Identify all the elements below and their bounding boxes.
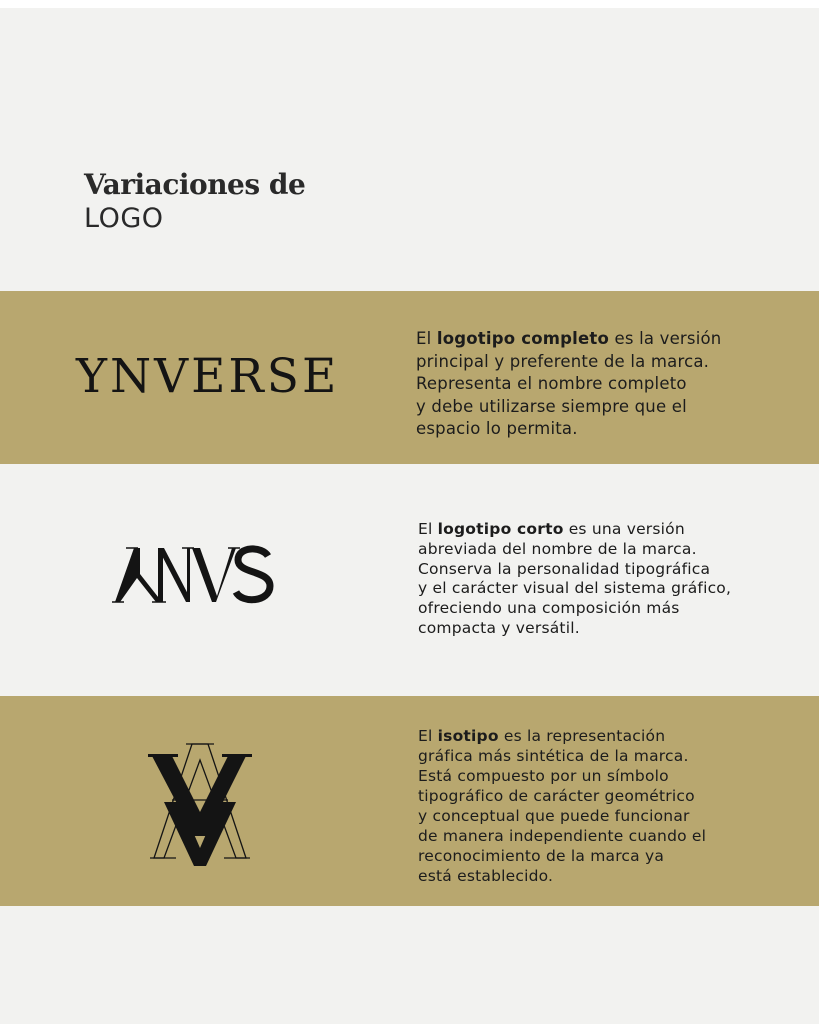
title-line-1: Variaciones de [84, 168, 306, 201]
short-logo-description [418, 520, 731, 639]
title-line-2: LOGO [84, 203, 164, 234]
top-strip [0, 0, 819, 8]
desc-line: reconocimiento de la marca ya [418, 847, 665, 865]
short-logotype-logo [112, 540, 277, 608]
desc-line: El isotipo es la representación [418, 727, 666, 745]
isotype-logo [148, 740, 252, 870]
desc-line: gráfica más sintética de la marca. [418, 747, 689, 765]
full-logotype: YNVERSE [76, 349, 340, 404]
desc-line: tipográfico de carácter geométrico [418, 787, 695, 805]
desc-line: espacio lo permita. [416, 419, 578, 438]
desc-line: ofreciendo una composición más [418, 599, 680, 618]
page-title [84, 168, 305, 236]
desc-line: y debe utilizarse siempre que el [416, 396, 687, 416]
desc-line: y conceptual que puede funcionar [418, 807, 690, 825]
desc-line: Conserva la personalidad tipográfica [418, 559, 711, 578]
desc-line: y el carácter visual del sistema gráfico, [418, 579, 732, 598]
full-logo-description [416, 328, 721, 441]
desc-line: Representa el nombre completo [416, 374, 687, 393]
desc-line: de manera independiente cuando el [418, 827, 707, 845]
desc-line: Está compuesto por un símbolo [418, 767, 669, 785]
desc-line: El logotipo completo es la versión [416, 329, 722, 348]
desc-line: abreviada del nombre de la marca. [418, 539, 697, 558]
isotype-description [418, 726, 706, 886]
desc-line: El logotipo corto es una versión [418, 520, 685, 538]
desc-line: compacta y versátil. [418, 618, 580, 637]
desc-line: está establecido. [418, 867, 554, 885]
desc-line: principal y preferente de la marca. [416, 351, 710, 371]
